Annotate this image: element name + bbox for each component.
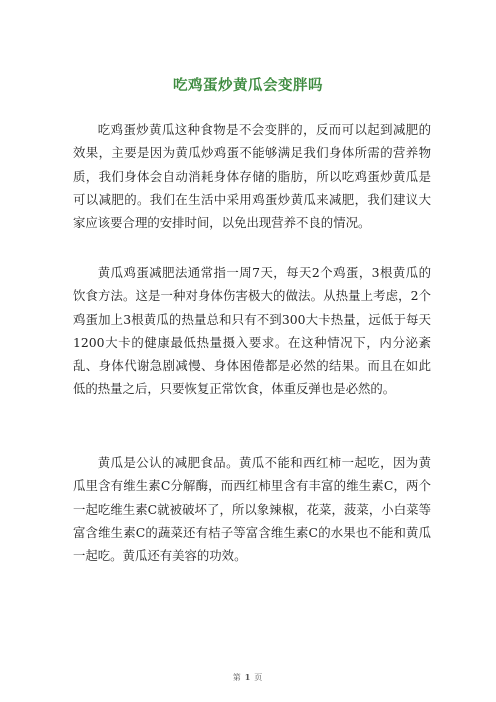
body-paragraph: 吃鸡蛋炒黄瓜这种食物是不会变胖的，反而可以起到减肥的效果，主要是因为黄瓜炒鸡蛋不能够满足我们身体所需的营养物质，我们身体会自动消耗身体存储的脂肪，所以吃鸡蛋炒黄瓜是可以减肥的。我们在生活中采用鸡蛋炒黄瓜来减肥，我们建议大家应该要合理的安排时间，以免出现营养不良的情况。 [73,122,431,231]
body-paragraph: 黄瓜是公认的减肥食品。黄瓜不能和西红柿一起吃，因为黄瓜里含有维生素C分解酶，而西红柿里含有丰富的维生素C，两个一起吃维生素C就被破坏了，所以象辣椒，花菜，菠菜，小白菜等富含维生素C的蔬菜还有桔子等富含维生素C的水果也不能和黄瓜一起吃。黄瓜还有美容的功效。 [73,455,431,564]
page-number: 1 [244,672,252,682]
body-paragraph: 黄瓜鸡蛋减肥法通常指一周7天，每天2个鸡蛋，3根黄瓜的饮食方法。这是一种对身体伤害极大的做法。从热量上考虑，2个鸡蛋加上3根黄瓜的热量总和只有不到300大卡热量，远低于每天1200大卡的健康最低热量摄入要求。在这种情况下，内分泌紊乱、身体代谢急剧减慢、身体困倦都是必然的结果。而且在如此低的热量之后，只要恢复正常饮食，体重反弹也是必然的。 [73,265,431,397]
footer-suffix: 页 [254,673,264,682]
page-footer [0,672,496,683]
footer-prefix: 第 [232,673,242,682]
page-title: 吃鸡蛋炒黄瓜会变胖吗 [173,77,323,94]
